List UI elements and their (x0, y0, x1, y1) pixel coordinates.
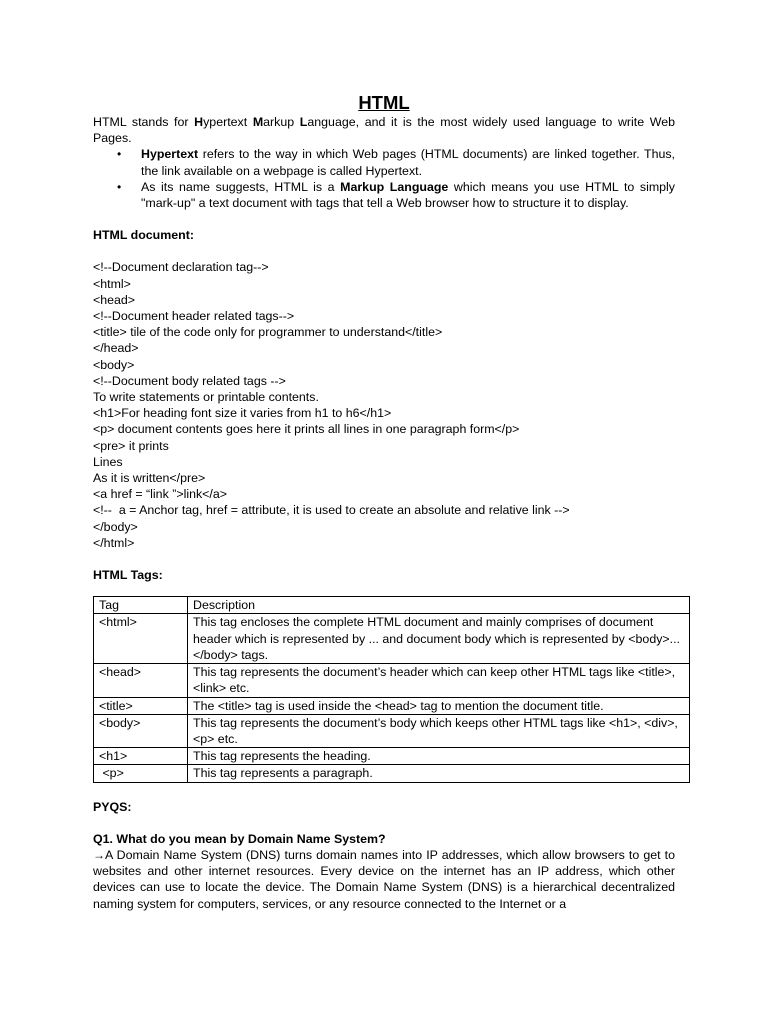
code-line: </head> (93, 341, 139, 356)
table-row (94, 697, 690, 714)
arrow-right-icon: → (93, 847, 105, 862)
code-example (93, 259, 675, 551)
bullet-list (93, 146, 675, 211)
intro-text: HTML stands for (93, 115, 195, 129)
html-tags-heading: HTML Tags: (93, 568, 163, 583)
code-line: <title> tile of the code only for programmer to understand</title> (93, 325, 443, 340)
code-line: <!-- a = Anchor tag, href = attribute, it is used to create an absolute and relative link --> (93, 503, 570, 518)
answer-1 (93, 847, 675, 912)
code-line: <html> (93, 276, 131, 291)
table-header-tag: Tag (94, 597, 188, 614)
code-line: To write statements or printable contents. (93, 390, 319, 405)
code-line: <p> document contents goes here it prints all lines in one paragraph form</p> (93, 422, 520, 437)
code-line: <h1>For heading font size it varies from h1 to h6</h1> (93, 406, 392, 421)
table-cell-description: This tag represents the document’s header which can keep other HTML tags like <title>,<link> etc. (188, 664, 690, 697)
intro-letter-m: M (252, 115, 264, 129)
table-cell-tag: <title> (94, 697, 188, 714)
table-cell-tag: <html> (94, 614, 188, 664)
intro-paragraph (93, 114, 675, 146)
table-row (94, 748, 690, 765)
bullet-bold-term: Hypertext (141, 147, 199, 162)
table-row (94, 765, 690, 782)
table-header-description: Description (188, 597, 690, 614)
code-line: <body> (93, 357, 135, 372)
intro-letter-l: L (299, 115, 308, 129)
bullet-icon: • (117, 179, 122, 194)
code-line: <pre> it prints (93, 438, 169, 453)
table-cell-description: This tag represents the heading. (188, 748, 690, 765)
html-tags-table (93, 596, 690, 782)
table-cell-description: The <title> tag is used inside the <head> tag to mention the document title. (188, 697, 690, 714)
table-cell-description: This tag encloses the complete HTML document and mainly comprises of document header which is represented by ... and document body which is represented by <body>...</body> tags. (188, 614, 690, 664)
bullet-text: which means you use HTML to simply "mark-up" a text document with tags that tell a Web browser how to structure it to display. (141, 179, 675, 211)
html-document-heading: HTML document: (93, 228, 194, 243)
answer-1-text: A Domain Name System (DNS) turns domain names into IP addresses, which allow browsers to get to websites and other internet resources. Every device on the internet has an IP address, which other devices can use to locate the device. The Domain Name System (DNS) is a hierarchical decentralized naming system for computers, services, or any resource connected to the Internet or a (93, 847, 675, 911)
code-line: <!--Document declaration tag--> (93, 260, 269, 275)
code-line: As it is written</pre> (93, 471, 206, 486)
table-cell-tag: <h1> (94, 748, 188, 765)
intro-letter-h: H (194, 115, 204, 129)
table-cell-tag: <body> (94, 714, 188, 747)
table-row (94, 664, 690, 697)
table-cell-description: This tag represents a paragraph. (188, 765, 690, 782)
pyqs-heading: PYQS: (93, 799, 132, 814)
code-line: <!--Document header related tags--> (93, 309, 295, 324)
intro-text: anguage, and it is the most widely used language to write Web Pages. (93, 115, 675, 146)
intro-text: ypertext (203, 115, 253, 129)
code-line: </body> (93, 519, 138, 534)
code-line: </html> (93, 535, 135, 550)
intro-text: arkup (263, 115, 300, 129)
page-title: HTML (358, 92, 410, 113)
bullet-bold-term: Markup Language (340, 179, 449, 194)
bullet-icon: • (117, 147, 122, 162)
document-content (93, 92, 680, 912)
table-cell-tag: <head> (94, 664, 188, 697)
table-row (94, 614, 690, 664)
question-1: Q1. What do you mean by Domain Name System? (93, 831, 386, 846)
table-cell-description: This tag represents the document’s body which keeps other HTML tags like <h1>, <div>,<p> etc. (188, 714, 690, 747)
bullet-text: As its name suggests, HTML is a (141, 179, 341, 194)
code-line: <!--Document body related tags --> (93, 373, 286, 388)
table-row (94, 714, 690, 747)
code-line: <head> (93, 292, 136, 307)
bullet-text: refers to the way in which Web pages (HTML documents) are linked together. Thus, the link available on a webpage is called Hypertext. (141, 147, 675, 178)
table-header-row (94, 597, 690, 614)
bullet-item-hypertext (93, 146, 675, 178)
code-line: <a href = “link ”>link</a> (93, 487, 227, 502)
table-cell-tag: <p> (94, 765, 188, 782)
code-line: Lines (93, 454, 123, 469)
bullet-item-markup (93, 179, 675, 211)
